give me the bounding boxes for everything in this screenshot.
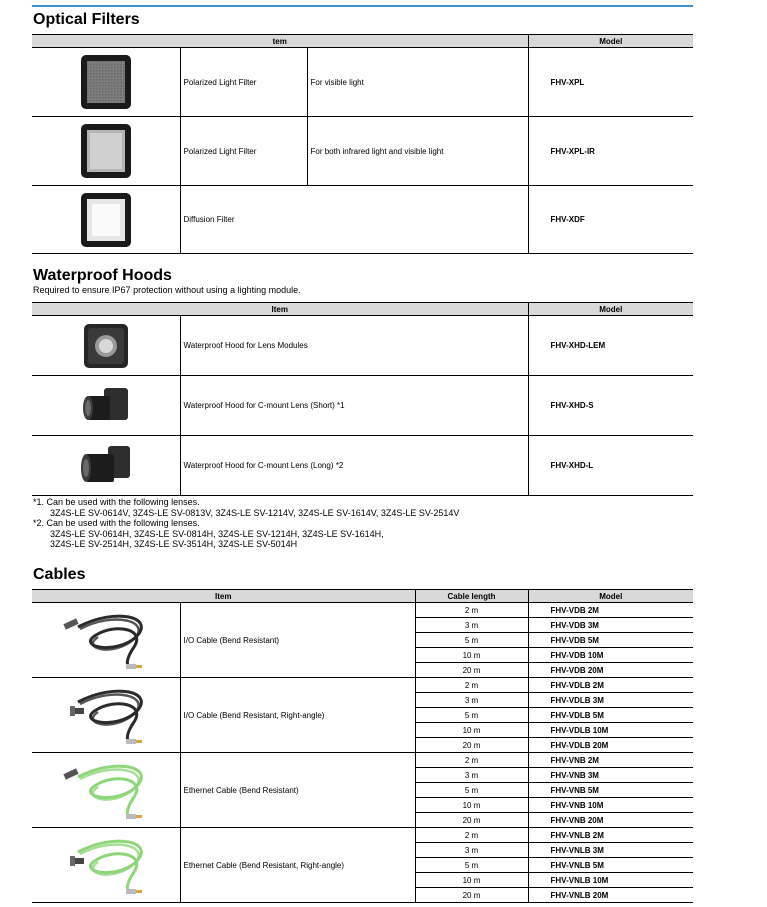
waterproof-hoods-table [32, 302, 693, 496]
cable-image [32, 828, 180, 903]
model-code: FHV-VNLB 10M [528, 873, 693, 888]
model-code: FHV-VNB 3M [528, 768, 693, 783]
optical-filters-heading: Optical Filters [33, 11, 140, 28]
table-row [32, 316, 693, 376]
table-row [32, 186, 693, 254]
model-code: FHV-VDLB 2M [528, 678, 693, 693]
item-name: Polarized Light Filter [180, 117, 307, 186]
model-code: FHV-VNLB 20M [528, 888, 693, 903]
item-name: I/O Cable (Bend Resistant) [180, 603, 415, 678]
item-name: Ethernet Cable (Bend Resistant, Right-angle) [180, 828, 415, 903]
cable-length: 3 m [415, 768, 528, 783]
hood-image [32, 436, 180, 496]
item-name: Waterproof Hood for C-mount Lens (Short) *1 [180, 376, 528, 436]
item-name: I/O Cable (Bend Resistant, Right-angle) [180, 678, 415, 753]
model-code: FHV-XHD-S [528, 376, 693, 436]
table-row [32, 376, 693, 436]
table-row [32, 48, 693, 117]
footnote-2: *2. Can be used with the following lenses. [33, 518, 200, 528]
item-name: Polarized Light Filter [180, 48, 307, 117]
model-code: FHV-XPL-IR [528, 117, 693, 186]
cables-heading: Cables [33, 566, 86, 583]
filter-image [32, 48, 180, 117]
model-code: FHV-VDB 2M [528, 603, 693, 618]
cable-length: 2 m [415, 678, 528, 693]
cable-length: 10 m [415, 648, 528, 663]
cable-length: 5 m [415, 708, 528, 723]
cables-table [32, 589, 693, 903]
model-code: FHV-VDB 20M [528, 663, 693, 678]
model-code: FHV-VDB 3M [528, 618, 693, 633]
footnote-1-lenses: 3Z4S-LE SV-0614V, 3Z4S-LE SV-0813V, 3Z4S-LE SV-1214V, 3Z4S-LE SV-1614V, 3Z4S-LE SV-2514V [50, 507, 460, 518]
model-code: FHV-VNLB 3M [528, 843, 693, 858]
cable-length: 5 m [415, 633, 528, 648]
cable-image [32, 603, 180, 678]
cable-length: 5 m [415, 783, 528, 798]
col-model-header: Model [528, 35, 693, 48]
model-code: FHV-VNB 20M [528, 813, 693, 828]
col-item-header: Item [32, 590, 415, 603]
footnotes [33, 497, 459, 550]
waterproof-hoods-heading: Waterproof Hoods [33, 267, 172, 284]
model-code: FHV-XPL [528, 48, 693, 117]
table-row [32, 117, 693, 186]
model-code: FHV-VNLB 5M [528, 858, 693, 873]
col-model-header: Model [528, 590, 693, 603]
cable-length: 20 m [415, 738, 528, 753]
filter-image [32, 186, 180, 254]
cable-length: 10 m [415, 798, 528, 813]
model-code: FHV-VDLB 20M [528, 738, 693, 753]
model-code: FHV-VDB 10M [528, 648, 693, 663]
filter-image [32, 117, 180, 186]
col-length-header: Cable length [415, 590, 528, 603]
table-row [32, 436, 693, 496]
table-row [32, 753, 693, 768]
hood-image [32, 316, 180, 376]
footnote-1: *1. Can be used with the following lenses. [33, 497, 200, 507]
cable-length: 20 m [415, 888, 528, 903]
item-name: Ethernet Cable (Bend Resistant) [180, 753, 415, 828]
cable-length: 2 m [415, 828, 528, 843]
model-code: FHV-XHD-LEM [528, 316, 693, 376]
table-row [32, 603, 693, 618]
cable-length: 5 m [415, 858, 528, 873]
col-item-header: Item [32, 303, 528, 316]
table-row [32, 678, 693, 693]
col-item-header: tem [32, 35, 528, 48]
model-code: FHV-VDB 5M [528, 633, 693, 648]
optical-filters-table [32, 34, 693, 254]
item-name: Waterproof Hood for C-mount Lens (Long) *2 [180, 436, 528, 496]
hood-image [32, 376, 180, 436]
cable-length: 3 m [415, 618, 528, 633]
footnote-2-lenses: 3Z4S-LE SV-0614H, 3Z4S-LE SV-0814H, 3Z4S-LE SV-1214H, 3Z4S-LE SV-1614H, [50, 528, 384, 539]
top-rule [32, 5, 693, 7]
model-code: FHV-VNLB 2M [528, 828, 693, 843]
cable-length: 3 m [415, 843, 528, 858]
cable-image [32, 753, 180, 828]
cable-length: 20 m [415, 663, 528, 678]
cable-length: 2 m [415, 603, 528, 618]
cable-length: 10 m [415, 723, 528, 738]
table-row [32, 828, 693, 843]
cable-length: 20 m [415, 813, 528, 828]
col-model-header: Model [528, 303, 693, 316]
model-code: FHV-VNB 2M [528, 753, 693, 768]
item-desc: For both infrared light and visible light [307, 117, 528, 186]
model-code: FHV-VDLB 10M [528, 723, 693, 738]
model-code: FHV-VDLB 3M [528, 693, 693, 708]
model-code: FHV-VNB 10M [528, 798, 693, 813]
item-desc: For visible light [307, 48, 528, 117]
footnote-2-lenses-cont: 3Z4S-LE SV-2514H, 3Z4S-LE SV-3514H, 3Z4S-LE SV-5014H [50, 539, 298, 549]
model-code: FHV-XDF [528, 186, 693, 254]
cable-length: 2 m [415, 753, 528, 768]
model-code: FHV-VNB 5M [528, 783, 693, 798]
cable-length: 3 m [415, 693, 528, 708]
item-name: Diffusion Filter [180, 186, 528, 254]
cable-image [32, 678, 180, 753]
model-code: FHV-XHD-L [528, 436, 693, 496]
waterproof-hoods-subtitle: Required to ensure IP67 protection without using a lighting module. [33, 285, 301, 295]
model-code: FHV-VDLB 5M [528, 708, 693, 723]
item-name: Waterproof Hood for Lens Modules [180, 316, 528, 376]
cable-length: 10 m [415, 873, 528, 888]
